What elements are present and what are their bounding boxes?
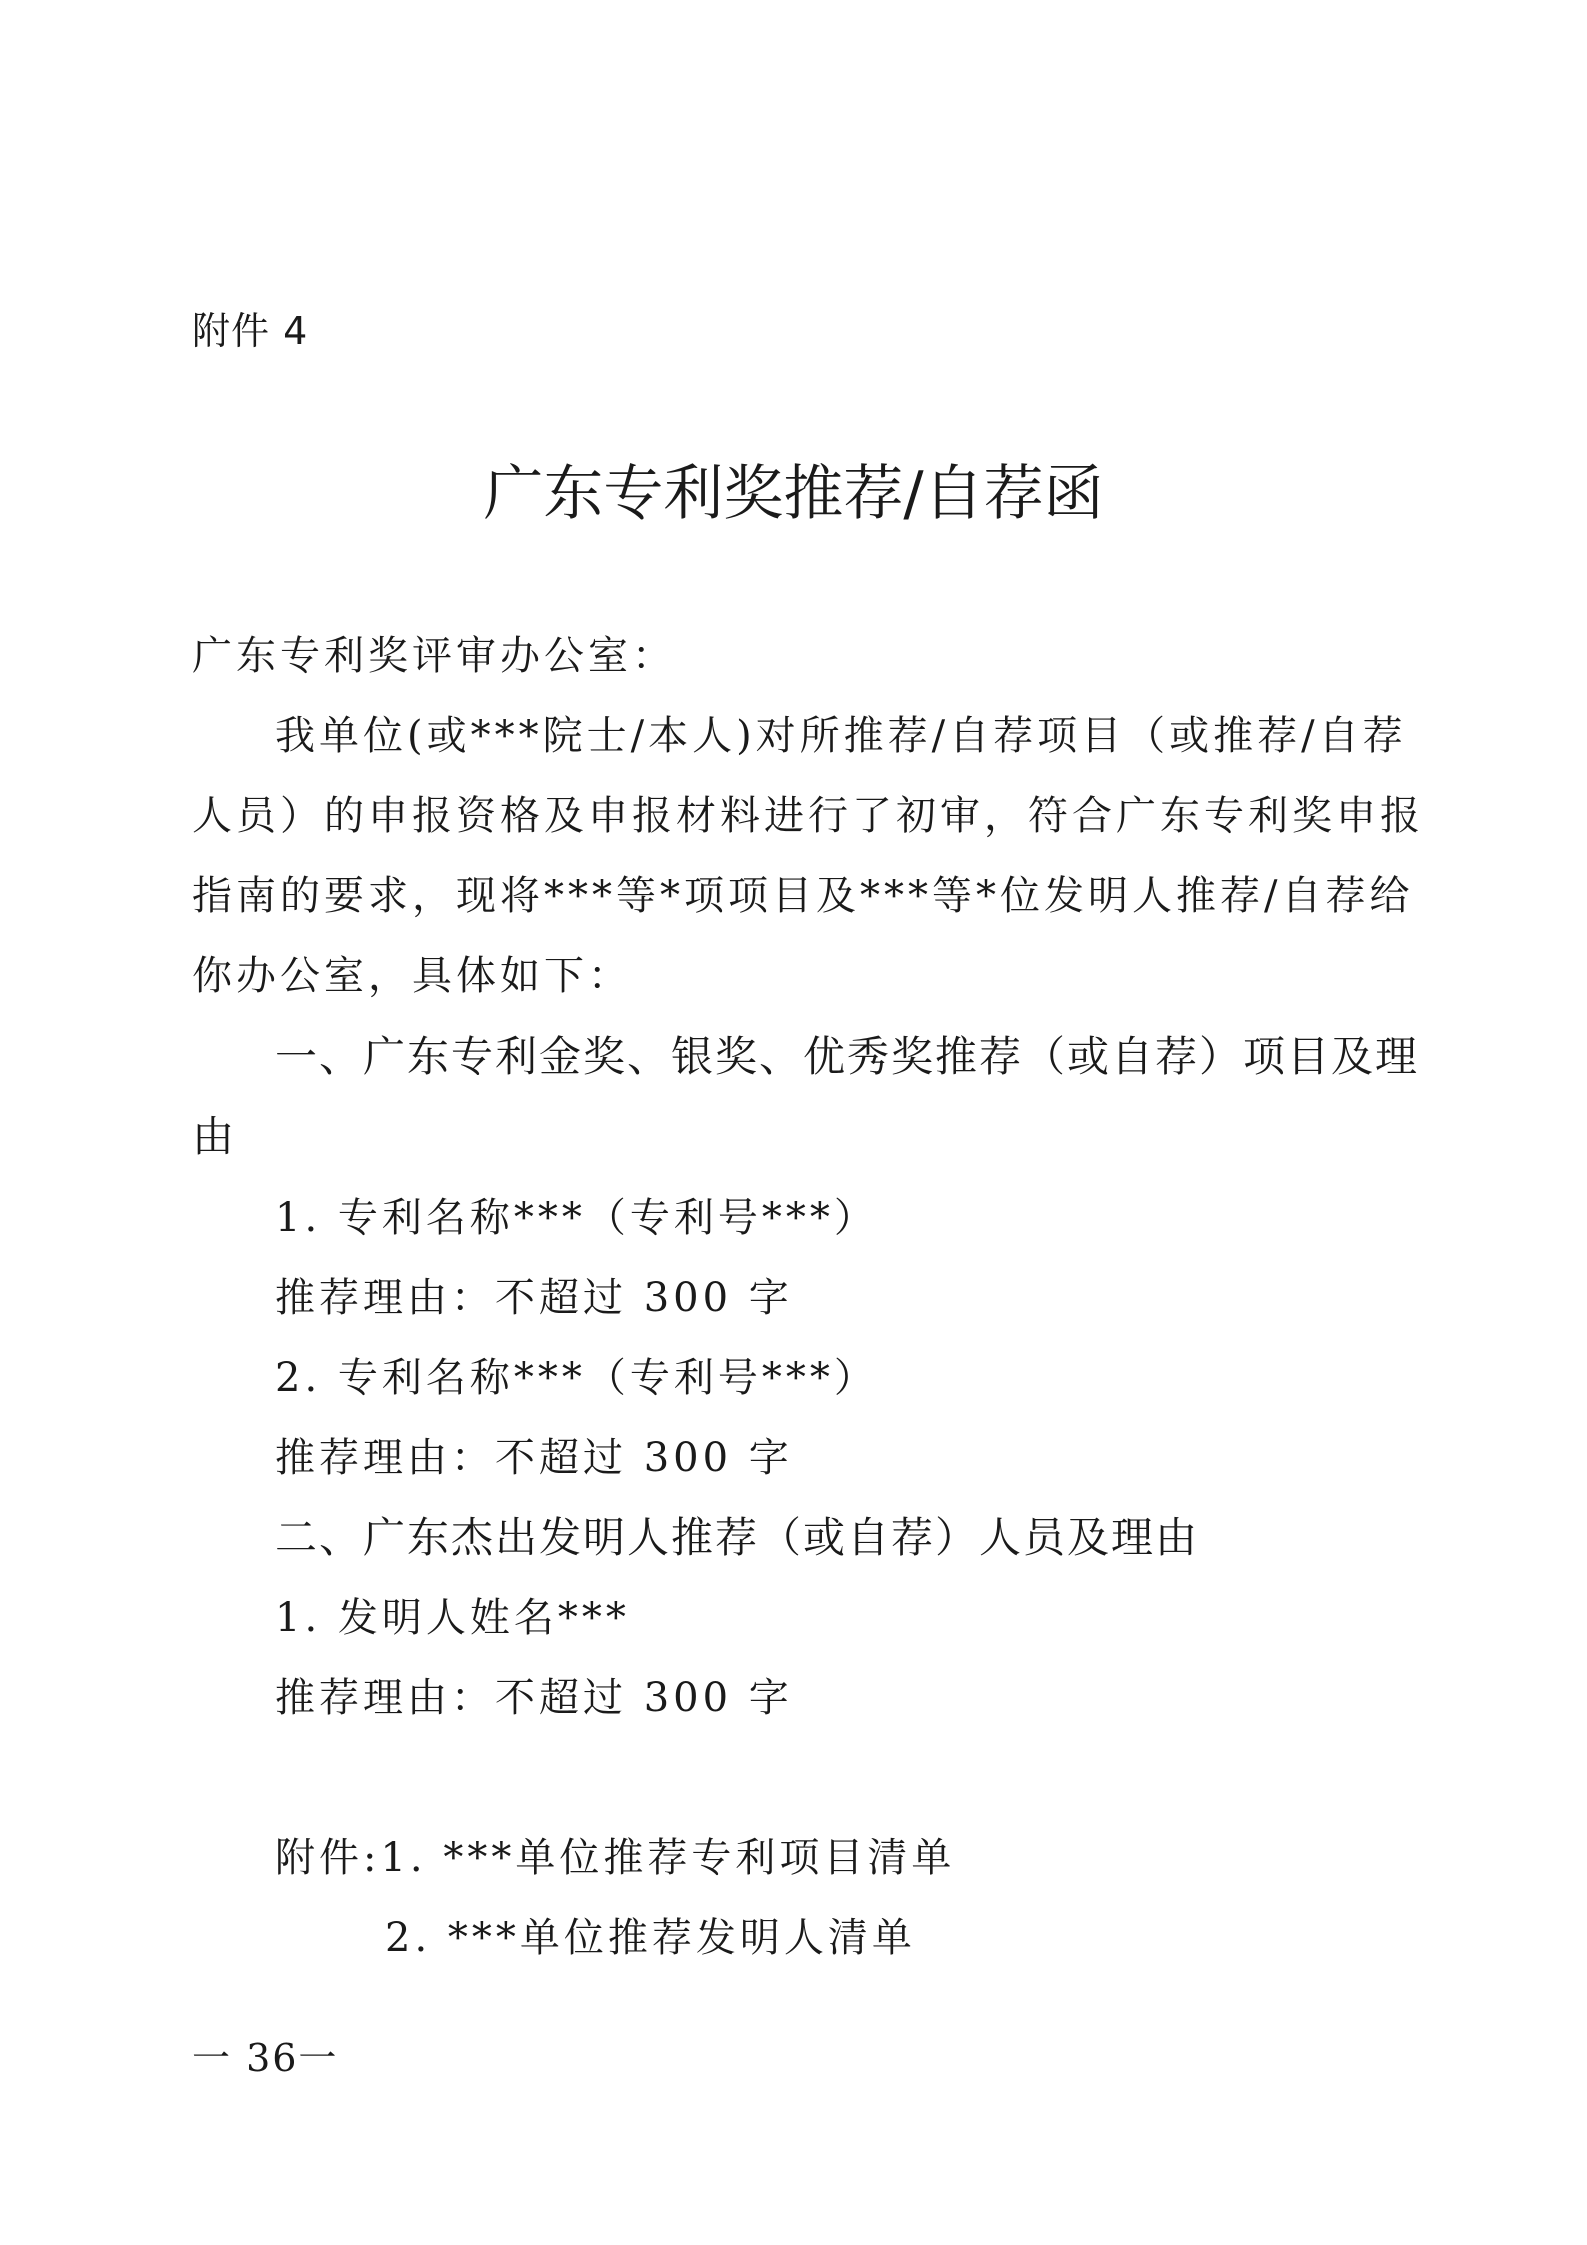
intro-line-1: 我单位(或***院士/本人)对所推荐/自荐项目（或推荐/自荐: [275, 713, 1407, 759]
attachment-label: 附件 4: [192, 309, 309, 353]
section2-item-1-reason: 推荐理由：不超过 300 字: [275, 1675, 793, 1721]
section2-item-1-name: 1. 发明人姓名***: [275, 1595, 630, 1641]
attachments-line-2: 2. ***单位推荐发明人清单: [385, 1915, 916, 1961]
page-number: 一 36一: [192, 2036, 339, 2080]
attachments-line-1: 附件:1. ***单位推荐专利项目清单: [275, 1835, 956, 1881]
section1-item-1-name: 1. 专利名称***（专利号***）: [275, 1195, 878, 1241]
section1-heading-line-2: 由: [192, 1112, 237, 1161]
intro-line-4: 你办公室，具体如下：: [192, 953, 632, 999]
intro-line-2: 人员）的申报资格及申报材料进行了初审，符合广东专利奖申报: [192, 793, 1424, 839]
section1-heading-line-1: 一、广东专利金奖、银奖、优秀奖推荐（或自荐）项目及理: [275, 1032, 1420, 1081]
section2-heading: 二、广东杰出发明人推荐（或自荐）人员及理由: [275, 1513, 1200, 1562]
document-title: 广东专利奖推荐/自荐函: [483, 459, 1104, 529]
section1-item-2-name: 2. 专利名称***（专利号***）: [275, 1355, 878, 1401]
intro-line-3: 指南的要求，现将***等*项项目及***等*位发明人推荐/自荐给: [192, 873, 1414, 919]
section1-item-1-reason: 推荐理由：不超过 300 字: [275, 1275, 793, 1321]
section1-item-2-reason: 推荐理由：不超过 300 字: [275, 1435, 793, 1481]
addressee: 广东专利奖评审办公室：: [192, 633, 676, 679]
